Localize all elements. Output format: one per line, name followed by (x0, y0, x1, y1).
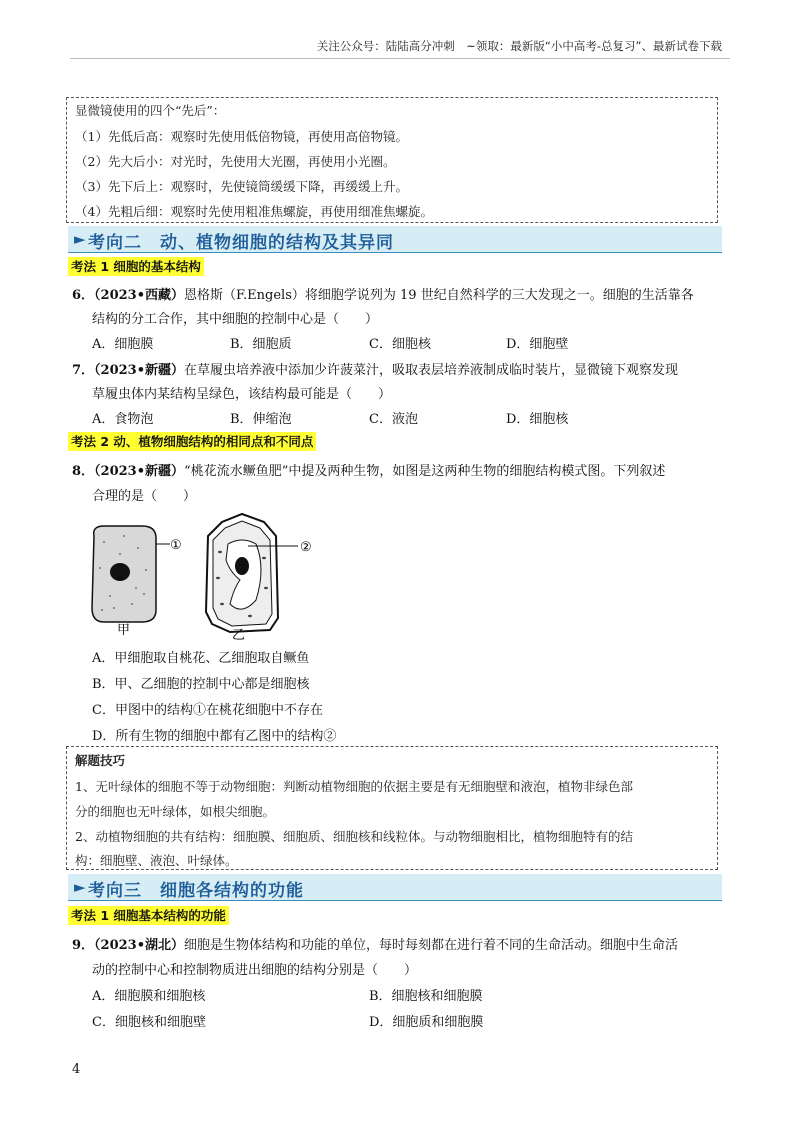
question-9 (72, 934, 678, 953)
section-header (68, 874, 722, 901)
question-source: （2023•西藏） (94, 288, 185, 303)
question-text-cont: 动的控制中心和控制物质进出细胞的结构分别是（ ） (92, 963, 418, 978)
question-number: 7． (72, 363, 95, 378)
option-c: C．液泡 (369, 412, 418, 427)
cell-diagram (80, 508, 340, 643)
method-label: 考法 1 细胞的基本结构 (68, 257, 204, 276)
tips-title: 解题技巧 (75, 753, 126, 768)
tips-line: 2、动植物细胞的共有结构：细胞膜、细胞质、细胞核和线粒体。与动物细胞相比，植物细胞特有的结 (75, 829, 633, 844)
question-text: 在草履虫培养液中添加少许菠菜汁，吸取表层培养液制成临时装片，显微镜下观察发现 (184, 363, 679, 378)
question-source: （2023•新疆） (94, 363, 185, 378)
question-6 (72, 284, 694, 303)
figure-marker-1: ① (170, 538, 182, 553)
question-text: 细胞是生物体结构和功能的单位，每时每刻都在进行着不同的生命活动。细胞中生命活 (184, 938, 679, 953)
animal-cell-nucleus (110, 563, 130, 581)
question-number: 9． (72, 938, 95, 953)
method-label: 考法 2 动、植物细胞结构的相同点和不同点 (68, 432, 316, 451)
box-line: （3）先下后上：观察时，先使镜筒缓缓下降，再缓缓上升。 (75, 179, 408, 194)
section-header (68, 226, 722, 253)
question-text-cont: 合理的是（ ） (92, 489, 197, 504)
option-b: B．甲、乙细胞的控制中心都是细胞核 (92, 677, 310, 692)
option-b: B．细胞质 (230, 337, 292, 352)
tips-line: 构：细胞壁、液泡、叶绿体。 (75, 853, 238, 868)
tips-line: 1、无叶绿体的细胞不等于动物细胞：判断动植物细胞的依据主要是有无细胞壁和液泡，植物非绿色部 (75, 779, 633, 794)
page-number: 4 (72, 1062, 81, 1077)
question-text: 恩格斯（F.Engels）将细胞学说列为 19 世纪自然科学的三大发现之一。细胞的生活靠各 (184, 288, 694, 303)
page-header: 关注公众号：陆陆高分冲刺 ~领取：最新版“小中高考-总复习”、最新试卷下载 (316, 39, 722, 53)
section-title: 考向二 动、植物细胞的结构及其异同 (88, 233, 394, 253)
figure-marker-2: ② (300, 540, 312, 555)
question-source: （2023•湖北） (94, 938, 185, 953)
option-d: D．细胞壁 (506, 337, 569, 352)
box-line: （2）先大后小：对光时，先使用大光圈，再使用小光圈。 (75, 154, 396, 169)
section-title: 考向三 细胞各结构的功能 (88, 881, 304, 901)
box-line: （4）先粗后细：观察时先使用粗准焦螺旋，再使用细准焦螺旋。 (75, 204, 433, 219)
option-d: D．细胞核 (506, 412, 569, 427)
figure-label-a: 甲 (117, 623, 131, 638)
question-source: （2023•新疆） (94, 464, 185, 479)
option-d: D．所有生物的细胞中都有乙图中的结构② (92, 729, 337, 744)
question-number: 6． (72, 288, 95, 303)
tips-line: 分的细胞也无叶绿体，如根尖细胞。 (75, 804, 276, 819)
box-line: （1）先低后高：观察时先使用低倍物镜，再使用高倍物镜。 (75, 129, 408, 144)
option-c: C．细胞核和细胞壁 (92, 1015, 206, 1030)
question-7 (72, 359, 678, 378)
method-label: 考法 1 细胞基本结构的功能 (68, 906, 229, 925)
option-a: A．细胞膜 (92, 337, 154, 352)
option-a: A．甲细胞取自桃花、乙细胞取自鳜鱼 (92, 651, 310, 666)
option-c: C．甲图中的结构①在桃花细胞中不存在 (92, 703, 323, 718)
option-a: A．细胞膜和细胞核 (92, 989, 206, 1004)
option-d: D．细胞质和细胞膜 (369, 1015, 484, 1030)
header-divider (70, 58, 730, 59)
option-b: B．细胞核和细胞膜 (369, 989, 483, 1004)
solving-tips-box (66, 746, 718, 870)
option-c: C．细胞核 (369, 337, 431, 352)
question-text-cont: 草履虫体内某结构呈绿色，该结构最可能是（ ） (92, 387, 392, 402)
plant-cell-nucleus (235, 557, 249, 575)
question-text-cont: 结构的分工合作，其中细胞的控制中心是（ ） (92, 312, 379, 327)
figure-label-b: 乙 (232, 628, 246, 643)
option-a: A．食物泡 (92, 412, 154, 427)
triangle-arrow-icon: ► (74, 878, 86, 896)
question-8 (72, 460, 665, 479)
triangle-arrow-icon: ► (74, 230, 86, 248)
question-number: 8． (72, 464, 95, 479)
microscope-tips-box (66, 97, 718, 223)
question-text: “桃花流水鳜鱼肥”中提及两种生物，如图是这两种生物的细胞结构模式图。下列叙述 (184, 464, 666, 479)
option-b: B．伸缩泡 (230, 412, 292, 427)
box-title: 显微镜使用的四个“先后”： (75, 103, 226, 118)
